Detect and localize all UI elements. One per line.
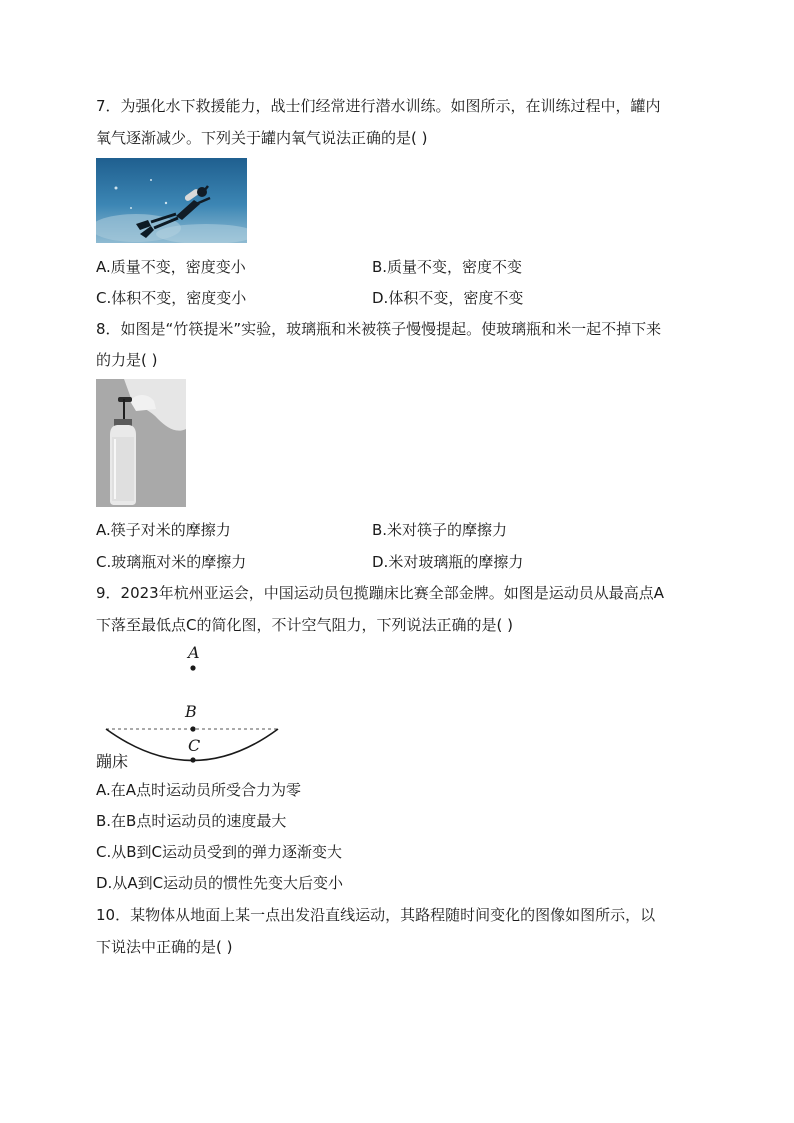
q9-stem-line1: 9．2023年杭州亚运会，中国运动员包揽蹦床比赛全部金牌。如图是运动员从最高点A (96, 584, 664, 602)
q10-stem-line2: 下说法中正确的是( ) (96, 938, 233, 956)
q8-option-c: C.玻璃瓶对米的摩擦力 (96, 553, 247, 571)
q8-option-b: B.米对筷子的摩擦力 (372, 521, 508, 539)
q9-option-c: C.从B到C运动员受到的弹力逐渐变大 (96, 843, 343, 861)
label-point-b: B (185, 702, 197, 721)
q8-option-a: A.筷子对米的摩擦力 (96, 521, 231, 539)
q8-stem-line1: 8．如图是“竹筷提米”实验，玻璃瓶和米被筷子慢慢提起。使玻璃瓶和米一起不掉下来 (96, 320, 662, 338)
q9-option-b: B.在B点时运动员的速度最大 (96, 812, 287, 830)
label-trampoline: 蹦床 (96, 752, 129, 771)
q7-option-d: D.体积不变，密度不变 (372, 289, 524, 307)
point-c-dot (190, 757, 195, 762)
q9-option-d: D.从A到C运动员的惯性先变大后变小 (96, 874, 344, 892)
q7-option-a: A.质量不变，密度变小 (96, 258, 246, 276)
trampoline-diagram (94, 640, 284, 775)
q9-option-a: A.在A点时运动员所受合力为零 (96, 781, 302, 799)
q7-option-c: C.体积不变，密度变小 (96, 289, 247, 307)
q7-option-b: B.质量不变，密度不变 (372, 258, 523, 276)
point-a-dot (190, 665, 195, 670)
label-point-a: A (188, 643, 200, 662)
label-point-c: C (188, 736, 201, 755)
q10-stem-line1: 10．某物体从地面上某一点出发沿直线运动，其路程随时间变化的图像如图所示，以 (96, 906, 656, 924)
q8-option-d: D.米对玻璃瓶的摩擦力 (372, 553, 524, 571)
q9-stem-line2: 下落至最低点C的简化图，不计空气阻力，下列说法正确的是( ) (96, 616, 513, 634)
q7-stem-line2: 氧气逐渐减少。下列关于罐内氧气说法正确的是( ) (96, 129, 428, 147)
diver-photo (96, 158, 247, 243)
point-b-dot (190, 726, 195, 731)
chopstick-bottle-photo (96, 379, 186, 507)
q7-stem-line1: 7．为强化水下救援能力，战士们经常进行潜水训练。如图所示，在训练过程中，罐内 (96, 97, 661, 115)
q8-stem-line2: 的力是( ) (96, 351, 158, 369)
